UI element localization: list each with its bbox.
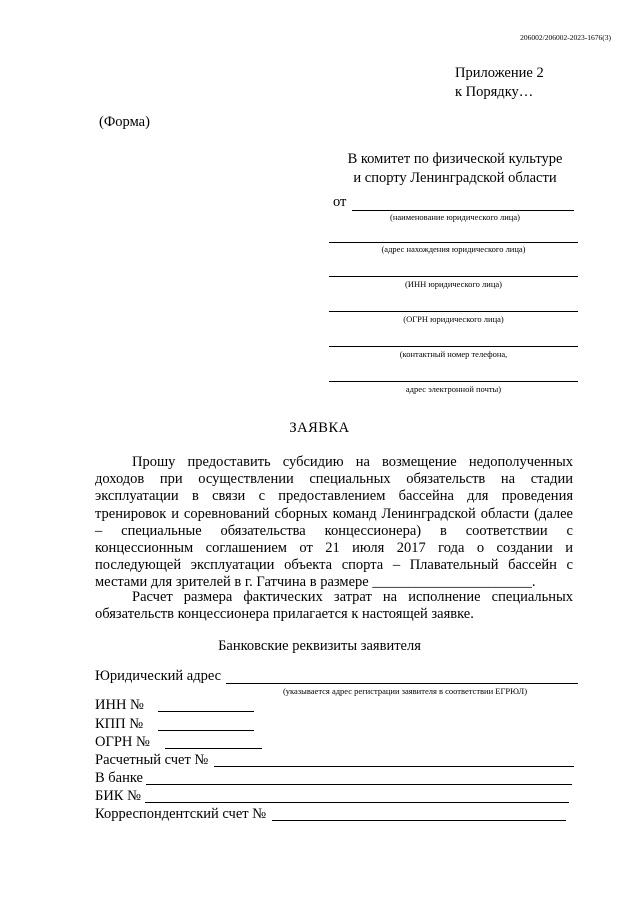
- corr-account-label: Корреспондентский счет №: [95, 806, 267, 822]
- appendix-line-1: Приложение 2: [455, 65, 544, 81]
- addressee-line-2: и спорту Ленинградской области: [353, 170, 557, 186]
- applicant-ogrn-caption: (ОГРН юридического лица): [403, 314, 504, 324]
- account-line[interactable]: [214, 766, 574, 767]
- document-title: ЗАЯВКА: [289, 420, 350, 436]
- addressee-block: [320, 150, 590, 188]
- bank-details-title: Банковские реквизиты заявителя: [218, 638, 421, 654]
- bank-line[interactable]: [146, 784, 572, 785]
- inn-label: ИНН №: [95, 697, 144, 713]
- applicant-address-caption: (адрес нахождения юридического лица): [381, 244, 526, 254]
- request-paragraph: Прошу предоставить субсидию на возмещение недополученных доходов при осуществлении специальных обязательств на стадии эксплуатации в связи с предоставлением бассейна для проведения тренировок и соревнований сборных команд Ленинградской области (далее – специальные обязательства концессионера) в соответствии с концессионным соглашением от 21 июля 2017 года о создании и последующей эксплуатации объекта спорта – Плавательный бассейн с местами для зрителей в г. Гатчина в размере ______________________.: [95, 454, 573, 591]
- bik-line[interactable]: [145, 802, 569, 803]
- bik-label: БИК №: [95, 788, 141, 804]
- appendix-note: [455, 64, 544, 102]
- account-label: Расчетный счет №: [95, 752, 209, 768]
- legal-address-label: Юридический адрес: [95, 668, 222, 684]
- applicant-address-line[interactable]: [329, 242, 578, 243]
- document-number: 206002/206002-2023-1676(3): [520, 33, 611, 42]
- applicant-email-line[interactable]: [329, 381, 578, 382]
- corr-account-line[interactable]: [272, 820, 566, 821]
- calculation-paragraph: Расчет размера фактических затрат на исполнение специальных обязательств концессионера прилагается к настоящей заявке.: [95, 589, 573, 623]
- legal-address-caption: (указывается адрес регистрации заявителя в соответствии ЕГРЮЛ): [282, 686, 528, 696]
- ogrn-line[interactable]: [165, 748, 262, 749]
- applicant-email-caption: адрес электронной почты): [405, 384, 502, 394]
- from-label: от: [333, 194, 347, 210]
- form-label: (Форма): [99, 114, 150, 130]
- appendix-line-2: к Порядку…: [455, 84, 534, 100]
- applicant-name-caption: (наименование юридического лица): [390, 212, 520, 222]
- addressee-line-1: В комитет по физической культуре: [347, 151, 563, 167]
- kpp-label: КПП №: [95, 716, 144, 732]
- applicant-inn-line[interactable]: [329, 276, 578, 277]
- applicant-name-line[interactable]: [352, 210, 574, 211]
- bank-label: В банке: [95, 770, 143, 786]
- inn-line[interactable]: [158, 711, 254, 712]
- applicant-phone-caption: (контактный номер телефона,: [399, 349, 508, 359]
- applicant-inn-caption: (ИНН юридического лица): [405, 279, 502, 289]
- ogrn-label: ОГРН №: [95, 734, 150, 750]
- kpp-line[interactable]: [158, 730, 254, 731]
- applicant-ogrn-line[interactable]: [329, 311, 578, 312]
- applicant-phone-line[interactable]: [329, 346, 578, 347]
- legal-address-line[interactable]: [226, 683, 578, 684]
